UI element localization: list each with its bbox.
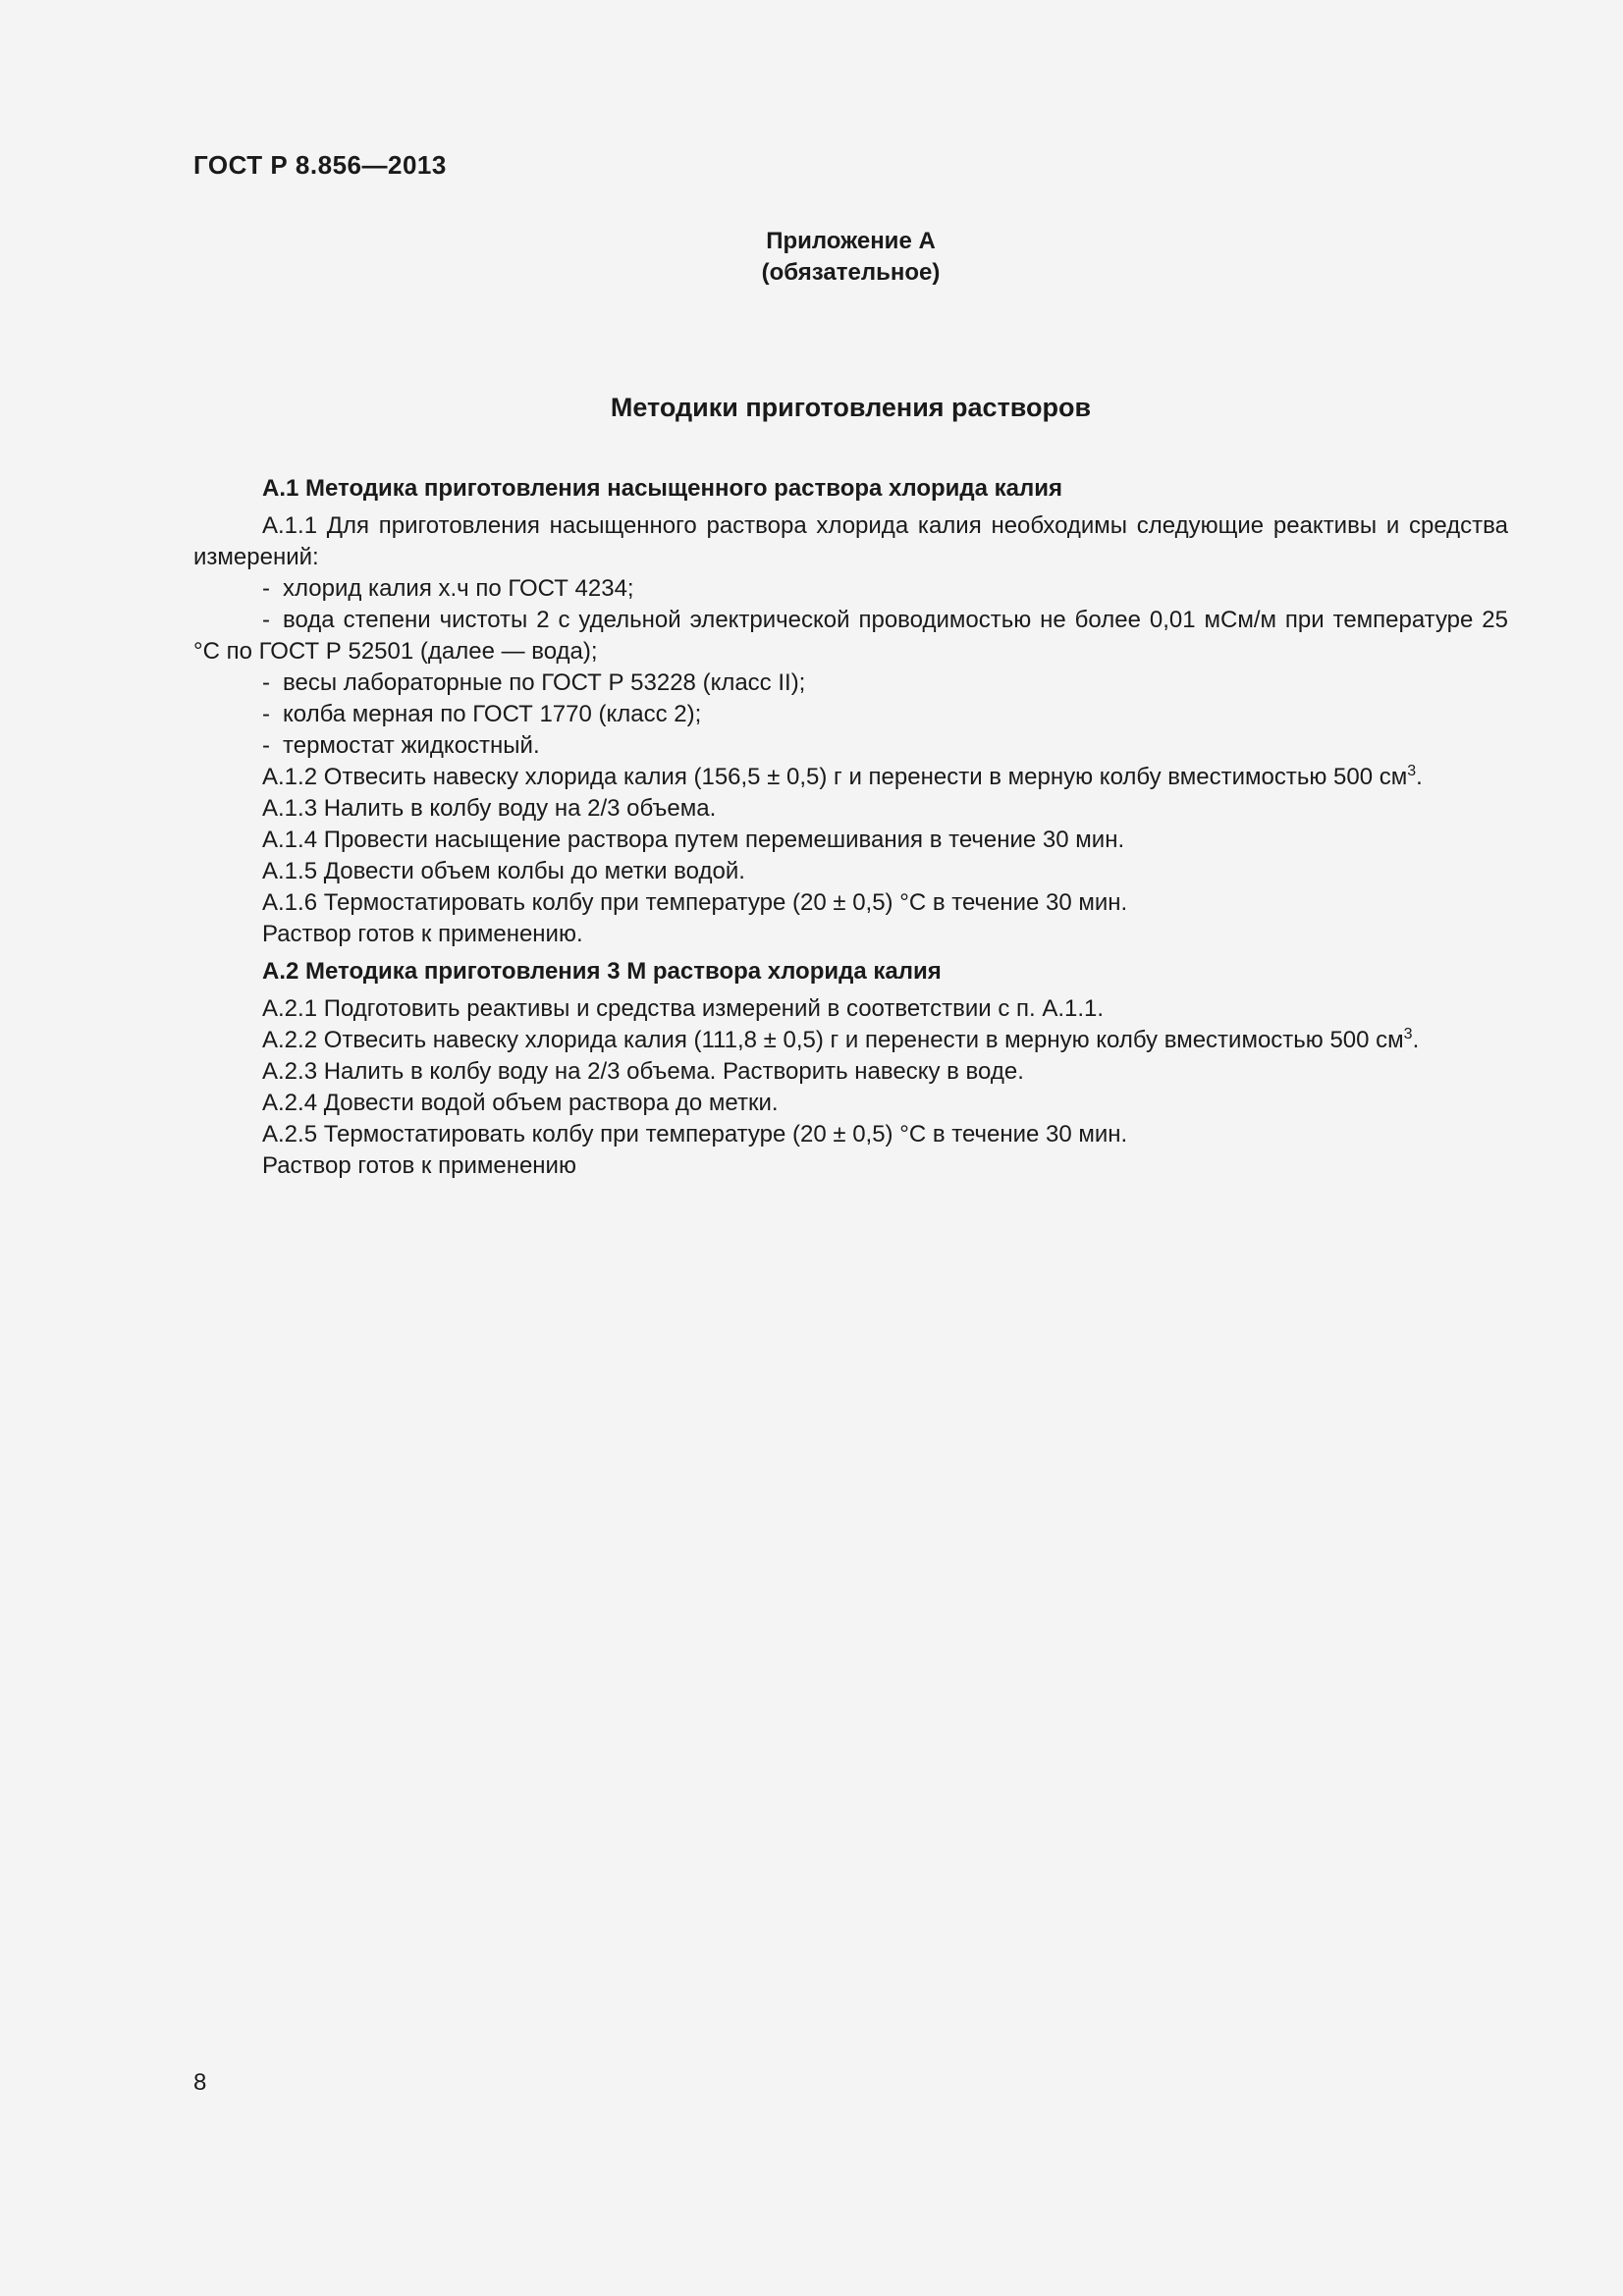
appendix-status: (обязательное) [761,259,941,286]
list-item-text: хлорид калия х.ч по ГОСТ 4234; [283,575,634,602]
list-item-text: вода степени чистоты 2 с удельной электрической проводимостью не более 0,01 мСм/м при температуре 25 °С по ГОСТ Р 52501 (далее — вода); [193,607,1508,665]
appendix-heading [0,226,1623,289]
list-dash: - [262,575,270,602]
section-title: Методики приготовления растворов [610,393,1092,422]
paragraph-a1-2-text: А.1.2 Отвесить навеску хлорида калия (156,5 ± 0,5) г и перенести в мерную колбу вместимостью 500 см [262,764,1408,790]
list-item [193,667,1508,699]
superscript-3: 3 [1403,1026,1413,1042]
list-dash: - [262,701,270,727]
document-code: ГОСТ Р 8.856—2013 [193,150,447,180]
section-a2-heading: А.2 Методика приготовления 3 М раствора хлорида калия [262,958,942,985]
list-item-text: весы лабораторные по ГОСТ Р 53228 (класс II); [283,669,806,696]
paragraph-a2-2-end: . [1412,1027,1420,1053]
list-item [193,730,1508,762]
list-dash: - [262,669,270,696]
list-item [193,605,1508,667]
paragraph-a1-6: А.1.6 Термостатировать колбу при температуре (20 ± 0,5) °С в течение 30 мин. [262,889,1128,916]
list-dash: - [262,607,270,633]
list-item [193,573,1508,605]
list-dash: - [262,732,270,759]
paragraph-a1-2-end: . [1416,764,1423,790]
paragraph-a1-1: А.1.1 Для приготовления насыщенного раствора хлорида калия необходимы следующие реактивы и средства измерений: [193,512,1508,570]
document-body [193,471,1508,1182]
paragraph-a2-5: А.2.5 Термостатировать колбу при температуре (20 ± 0,5) °С в течение 30 мин. [262,1121,1128,1148]
page-number: 8 [193,2069,207,2096]
paragraph-a1-3: А.1.3 Налить в колбу воду на 2/3 объема. [262,795,717,822]
paragraph-a1-5: А.1.5 Довести объем колбы до метки водой. [262,858,745,884]
ready-note-a2: Раствор готов к применению [262,1152,576,1179]
paragraph-a2-4: А.2.4 Довести водой объем раствора до метки. [262,1090,779,1116]
appendix-label: Приложение А [766,228,936,254]
paragraph-a2-1: А.2.1 Подготовить реактивы и средства измерений в соответствии с п. А.1.1. [262,995,1105,1022]
paragraph-a2-3: А.2.3 Налить в колбу воду на 2/3 объема. Растворить навеску в воде. [262,1058,1024,1085]
list-item-text: термостат жидкостный. [283,732,540,759]
paragraph-a1-2 [193,762,1508,793]
list-item [193,699,1508,730]
paragraph-a1-4: А.1.4 Провести насыщение раствора путем перемешивания в течение 30 мин. [262,827,1125,853]
section-a1-heading: А.1 Методика приготовления насыщенного раствора хлорида калия [262,475,1063,502]
superscript-3: 3 [1407,763,1417,779]
ready-note-a1: Раствор готов к применению. [262,921,583,947]
list-item-text: колба мерная по ГОСТ 1770 (класс 2); [283,701,702,727]
paragraph-a2-2 [193,1025,1508,1056]
paragraph-a2-2-text: А.2.2 Отвесить навеску хлорида калия (111,8 ± 0,5) г и перенести в мерную колбу вместимостью 500 см [262,1027,1404,1053]
